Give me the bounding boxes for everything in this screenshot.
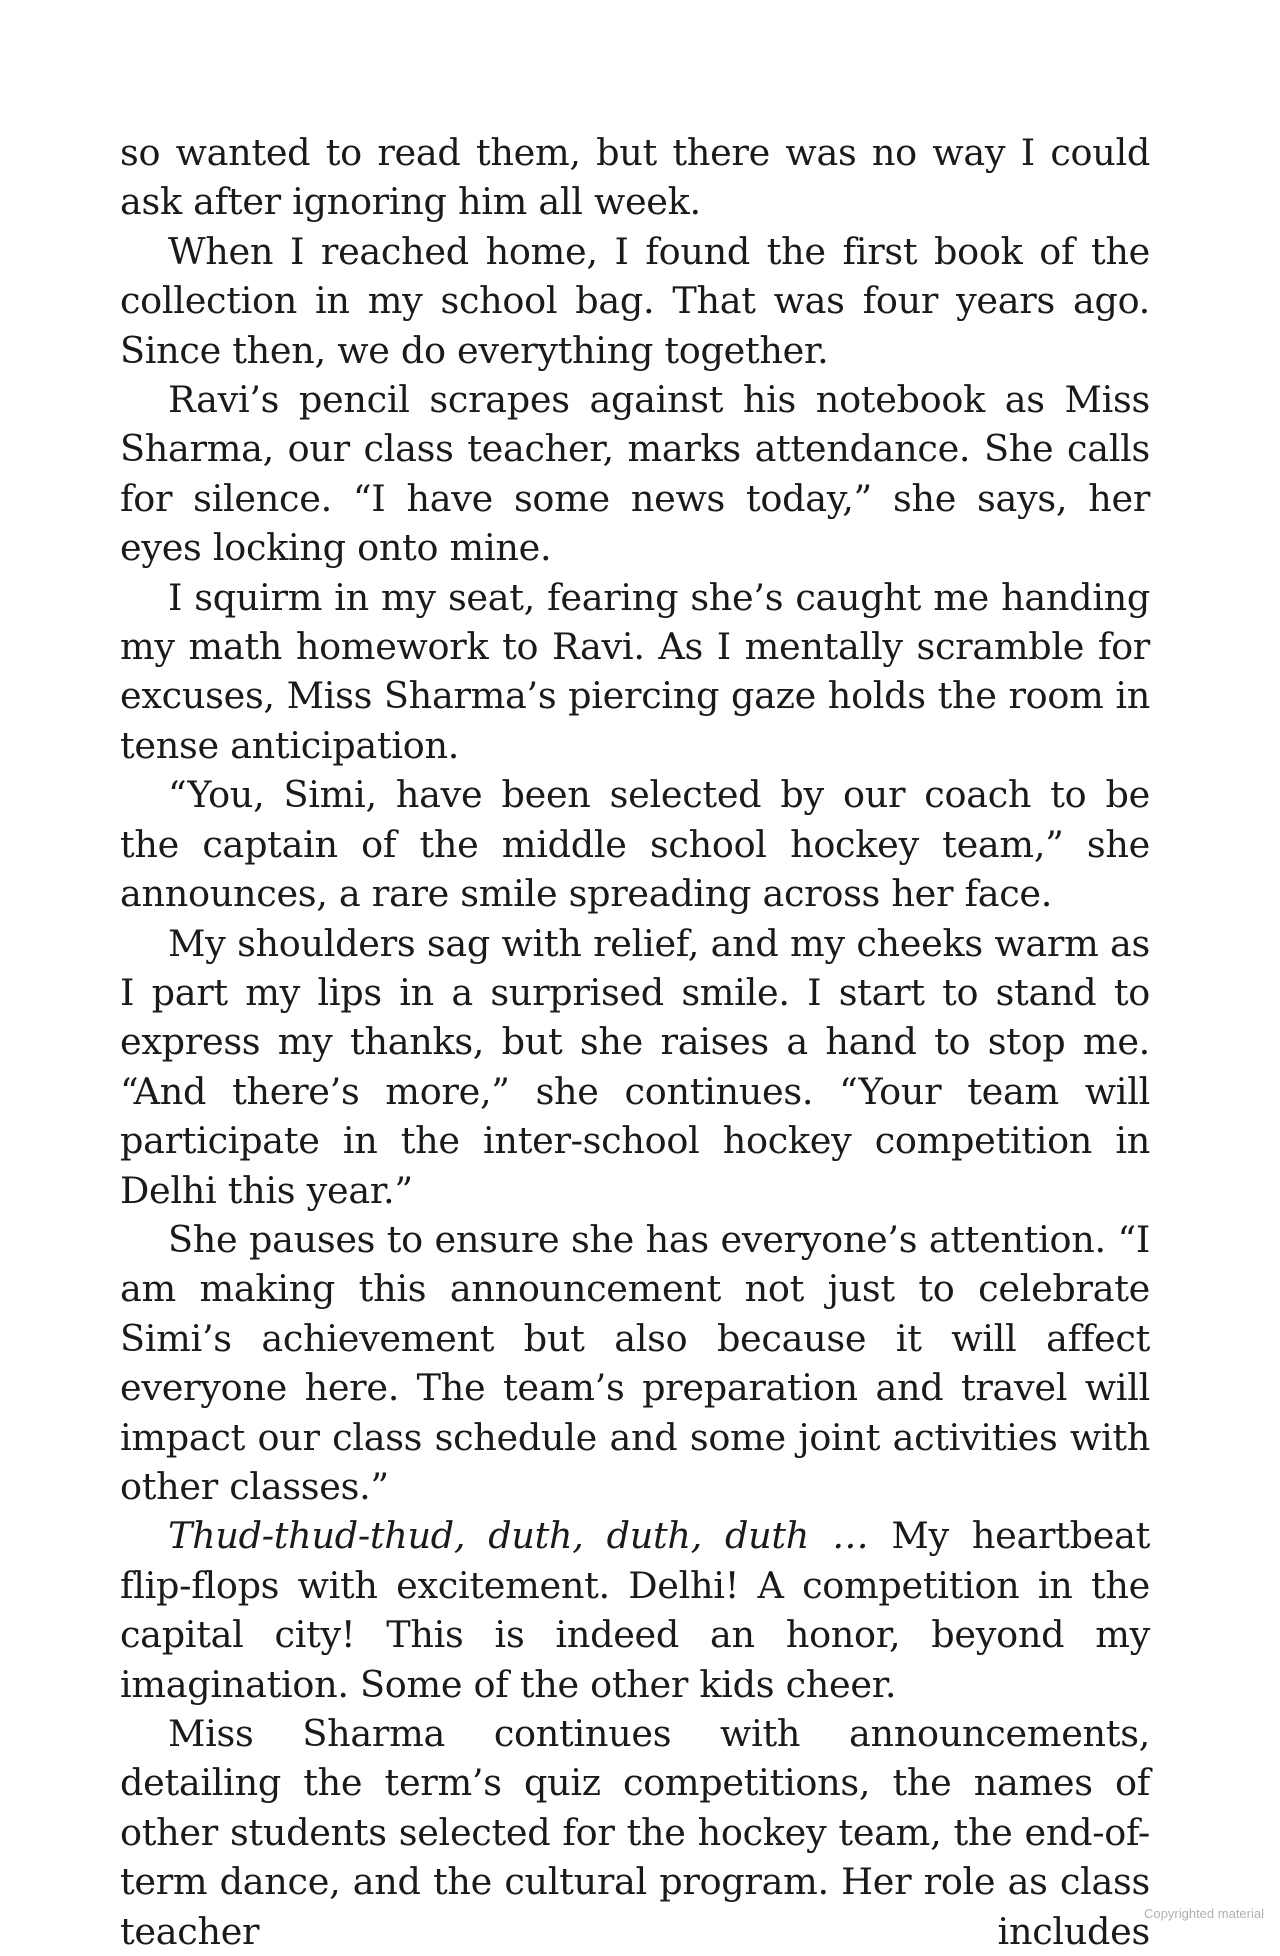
paragraph-8-text: My heartbeat flip-flops with excitement. Delhi! A competition in the capital city! This is indeed an honor, beyond my imagination. Some of the other kids cheer. <box>120 1514 1150 1706</box>
paragraph-9: Miss Sharma continues with announcements, detailing the term’s quiz competitions, the names of other students selected for the hockey team, the end-of-term dance, and the cultural program. Her role as class teacher includes <box>120 1712 1150 1953</box>
paragraph-3: Ravi’s pencil scrapes against his notebook as Miss Sharma, our class teacher, marks attendance. She calls for silence. “I have some news today,” she says, her eyes locking onto mine. <box>120 378 1150 570</box>
paragraph-4: I squirm in my seat, fearing she’s caught me handing my math homework to Ravi. As I mentally scramble for excuses, Miss Sharma’s piercing gaze holds the room in tense anticipation. <box>120 575 1150 767</box>
paragraph-1: so wanted to read them, but there was no way I could ask after ignoring him all week. <box>120 131 1150 224</box>
paragraph-7: She pauses to ensure she has everyone’s attention. “I am making this announcement not just to celebrate Simi’s achievement but also because it will affect everyone here. The team’s preparation and travel will impact our class schedule and some joint activities with other classes.” <box>120 1217 1150 1508</box>
heartbeat-italic: Thud-thud-thud, duth, duth, duth … <box>168 1514 869 1558</box>
paragraph-2: When I reached home, I found the first book of the collection in my school bag. That was four years ago. Since then, we do everything together. <box>120 229 1150 372</box>
page-body <box>120 128 1150 1956</box>
paragraph-6: My shoulders sag with relief, and my cheeks warm as I part my lips in a surprised smile. I start to stand to express my thanks, but she raises a hand to stop me. “And there’s more,” she continues. “Your team will participate in the inter-school hockey competition in Delhi this year.” <box>120 921 1150 1212</box>
paragraph-8 <box>120 1511 1150 1709</box>
paragraph-5: “You, Simi, have been selected by our coach to be the captain of the middle school hockey team,” she announces, a rare smile spreading across her face. <box>120 773 1150 916</box>
copyright-watermark: Copyrighted material <box>1144 1906 1264 1921</box>
